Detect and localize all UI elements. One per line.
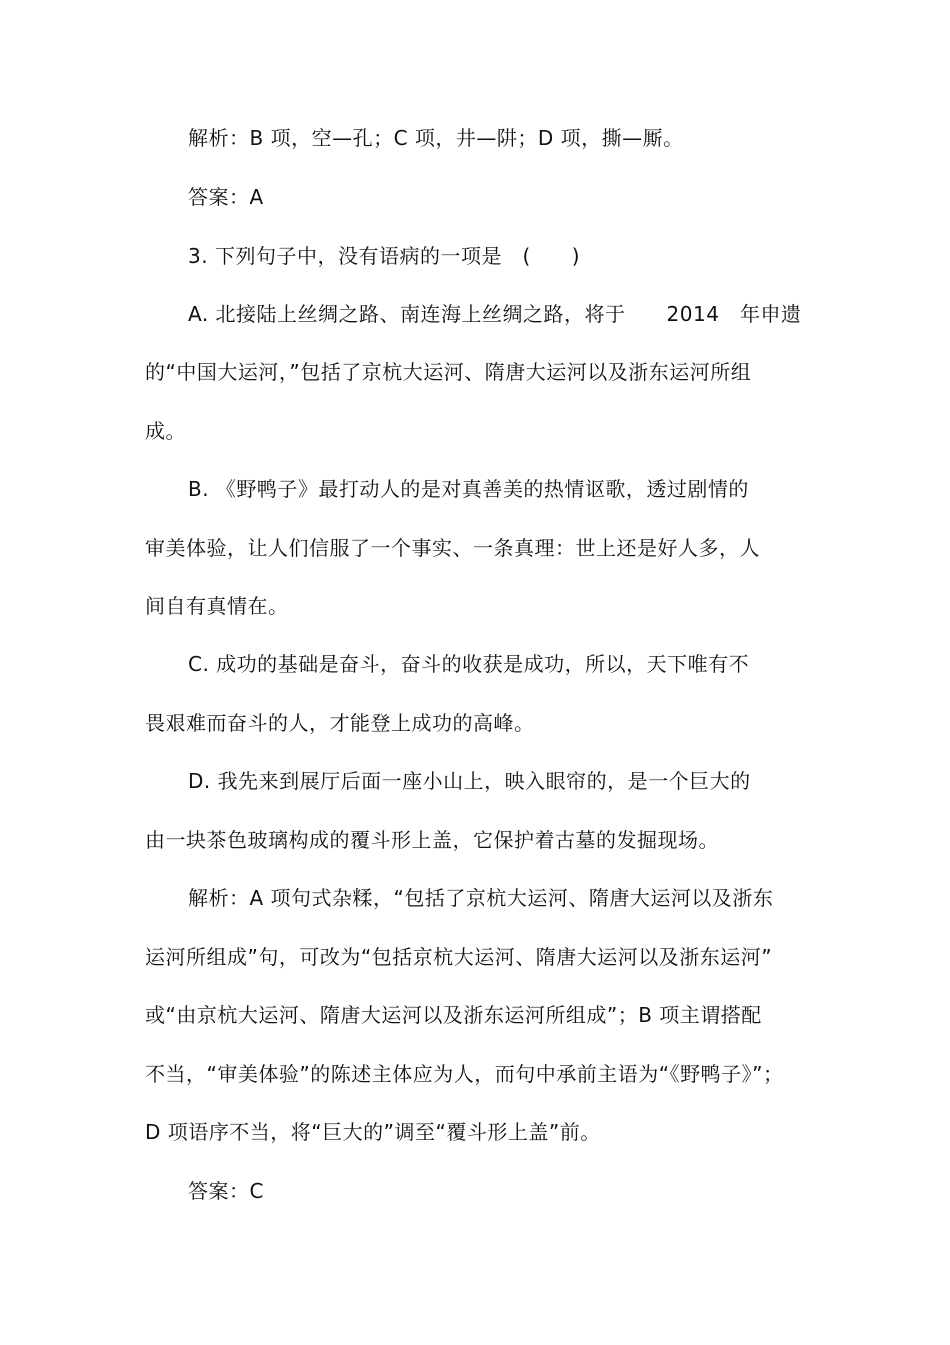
option-b-line-3: 间自有真情在。 bbox=[145, 594, 289, 618]
question-3-stem: 3. 下列句子中，没有语病的一项是 ( ) bbox=[188, 244, 581, 268]
analysis-q3-line-2: 运河所组成”句，可改为“包括京杭大运河、隋唐大运河以及浙东运河” bbox=[145, 945, 773, 969]
option-a-line-2: 的“中国大运河，”包括了京杭大运河、隋唐大运河以及浙东运河所组 bbox=[145, 360, 752, 384]
analysis-q3-line-3: 或“由京杭大运河、隋唐大运河以及浙东运河所组成”；B 项主谓搭配 bbox=[145, 1003, 762, 1027]
analysis-q3-line-4: 不当，“审美体验”的陈述主体应为人，而句中承前主语为“《野鸭子》”； bbox=[145, 1062, 784, 1086]
answer-q3: 答案：C bbox=[188, 1179, 264, 1203]
option-a-line-1: A. 北接陆上丝绸之路、南连海上丝绸之路，将于 2014 年申遗 bbox=[188, 302, 802, 326]
analysis-q2: 解析：B 项，空—孔；C 项，井—阱；D 项，撕—厮。 bbox=[188, 126, 684, 150]
option-b-line-2: 审美体验，让人们信服了一个事实、一条真理：世上还是好人多，人 bbox=[145, 536, 760, 560]
option-c-line-1: C. 成功的基础是奋斗，奋斗的收获是成功，所以，天下唯有不 bbox=[188, 652, 750, 676]
answer-q2: 答案：A bbox=[188, 185, 264, 209]
option-d-line-2: 由一块茶色玻璃构成的覆斗形上盖，它保护着古墓的发掘现场。 bbox=[145, 828, 719, 852]
analysis-q3-line-1: 解析：A 项句式杂糅，“包括了京杭大运河、隋唐大运河以及浙东 bbox=[188, 886, 774, 910]
analysis-q3-line-5: D 项语序不当，将“巨大的”调至“覆斗形上盖”前。 bbox=[145, 1120, 601, 1144]
option-d-line-1: D. 我先来到展厅后面一座小山上，映入眼帘的，是一个巨大的 bbox=[188, 769, 751, 793]
option-c-line-2: 畏艰难而奋斗的人，才能登上成功的高峰。 bbox=[145, 711, 535, 735]
option-b-line-1: B. 《野鸭子》最打动人的是对真善美的热情讴歌，透过剧情的 bbox=[188, 477, 749, 501]
option-a-line-3: 成。 bbox=[145, 419, 186, 443]
